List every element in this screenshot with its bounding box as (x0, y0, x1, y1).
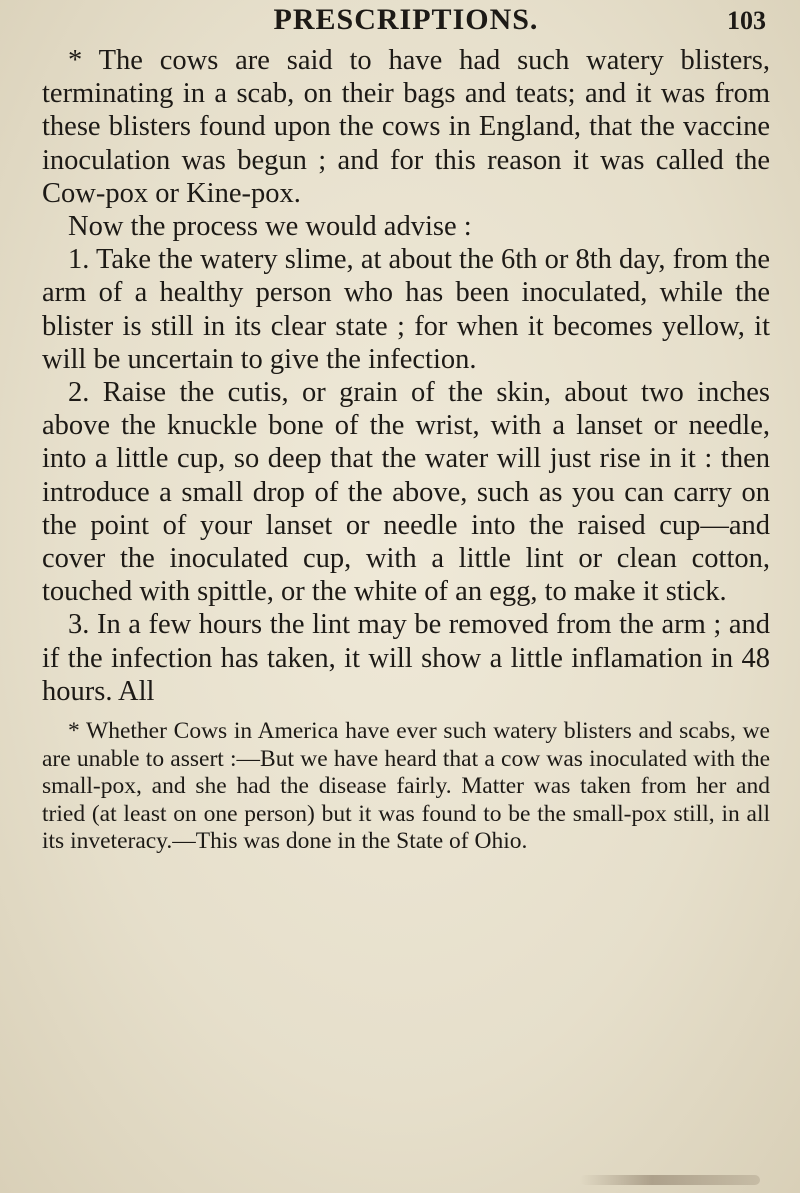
paragraph-process-intro: Now the process we would advise : (68, 211, 472, 243)
paragraph-step-3: 3. In a few hours the lint may be removed from the arm ; and if the infection has taken, it will show a little inflamation in 48 hours. All (42, 609, 770, 707)
body-text (42, 44, 770, 708)
paragraph-step-1: 1. Take the watery slime, at about the 6th or 8th day, from the arm of a healthy person who has been inoculated, while the blister is still in its clear state ; for when it becomes yellow, it will be uncertain to give the infection. (42, 244, 770, 375)
paragraph-cowpox-origin: * The cows are said to have had such watery blisters, terminating in a scab, on their bags and teats; and it was from these blisters found upon the cows in England, that the vaccine inoculation was begun ; and for this reason it was called the Cow-pox or Kine-pox. (42, 45, 770, 209)
running-title: PRESCRIPTIONS. (273, 3, 539, 36)
paragraph-step-2: 2. Raise the cutis, or grain of the skin, about two inches above the knuckle bone of the wrist, with a lanset or needle, into a little cup, so deep that the water will just rise in it : then introduce a small drop of the above, such as you can carry on the point of your lanset or needle into the raised cup—and cover the inoculated cup, with a little lint or clean cotton, touched with spittle, or the white of an egg, to make it stick. (42, 377, 770, 608)
page-number: 103 (727, 6, 766, 35)
footnote-text: * Whether Cows in America have ever such watery blisters and scabs, we are unable to assert :—But we have heard that a cow was inoculated with the small-pox, and she had the disease fairly. Matter was taken from her and tried (at least on one person) but it was found to be the small-pox still, in all its inveteracy.—This was done in the State of Ohio. (42, 718, 770, 855)
footnote (42, 718, 770, 856)
running-head (42, 0, 770, 40)
paper-stain (580, 1175, 760, 1185)
